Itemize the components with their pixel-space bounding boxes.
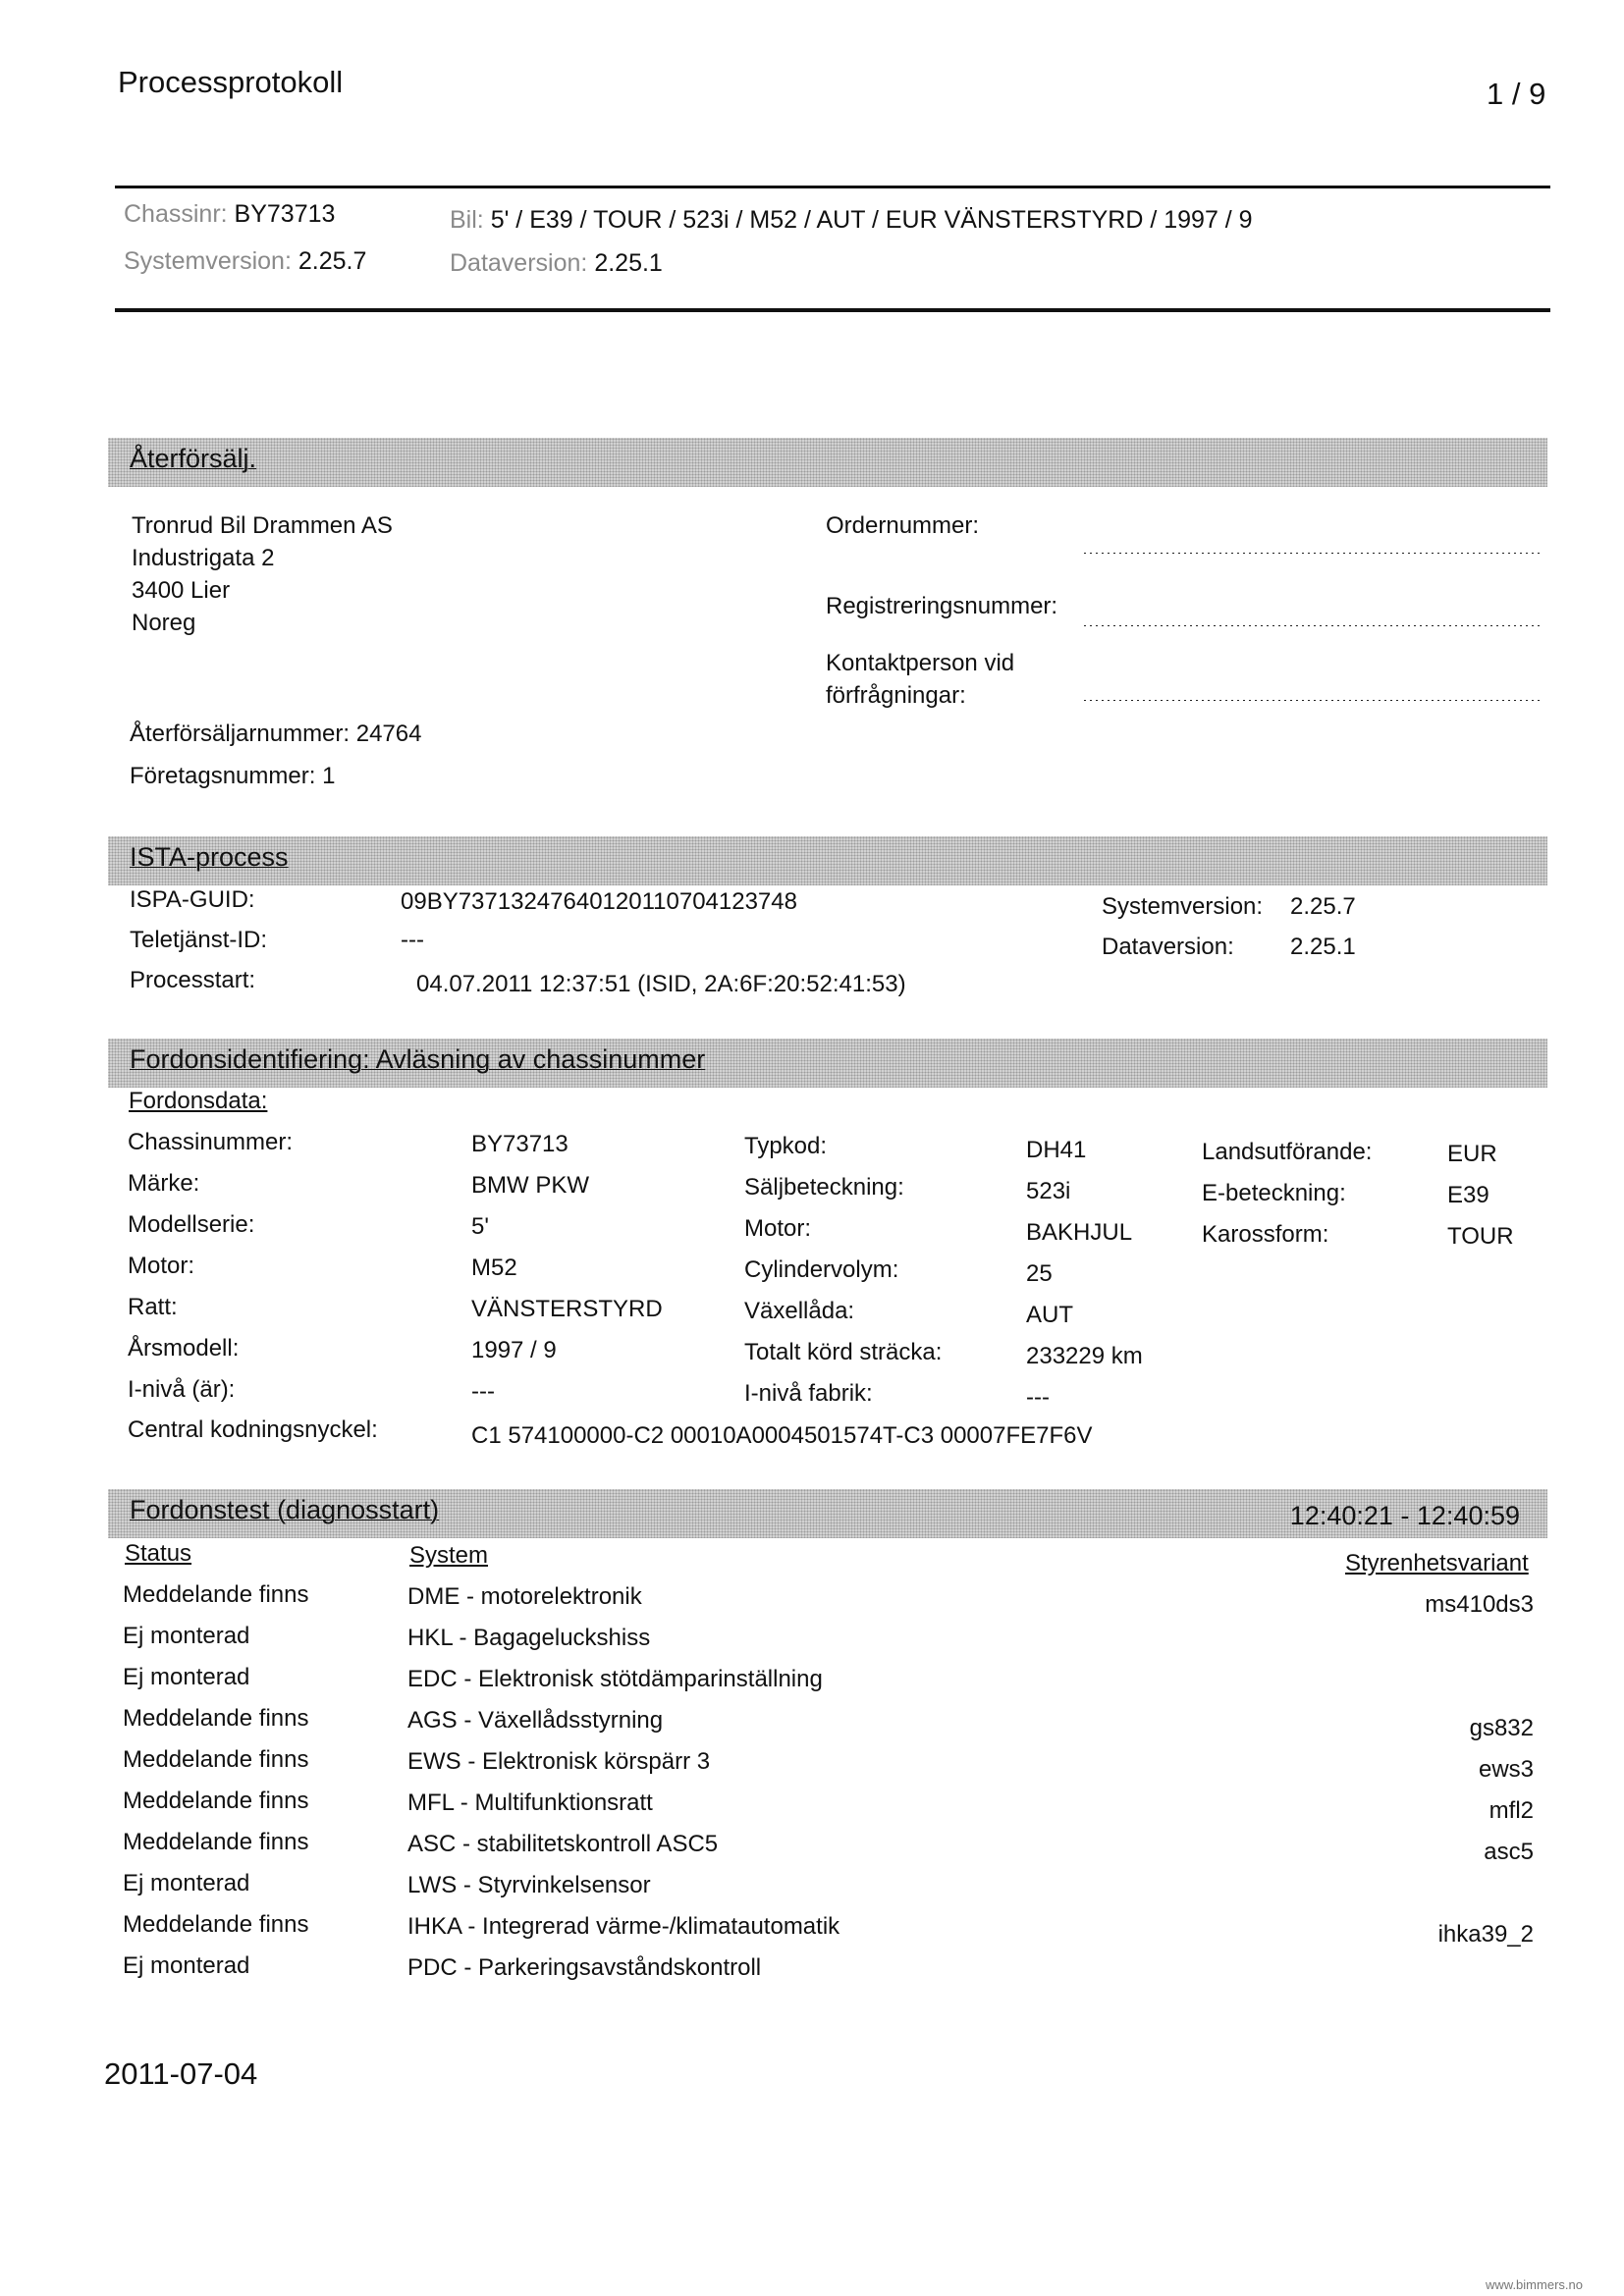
field-value: BMW PKW — [471, 1172, 589, 1199]
dealer-city: 3400 Lier — [132, 577, 231, 604]
watermark: www.bimmers.no — [1486, 2277, 1583, 2292]
field-label: Årsmodell: — [128, 1335, 240, 1362]
bil-line — [450, 206, 1253, 235]
status-cell: Meddelande finns — [123, 1911, 309, 1938]
company-number: Företagsnummer: 1 — [130, 763, 336, 789]
contact-person-label-2: förfrågningar: — [826, 682, 966, 709]
field-value: BY73713 — [471, 1131, 568, 1157]
field-value: 233229 km — [1026, 1343, 1143, 1369]
variant-cell: ihka39_2 — [1437, 1921, 1534, 1948]
field-label: Modellserie: — [128, 1211, 255, 1238]
system-cell: ASC - stabilitetskontroll ASC5 — [407, 1831, 719, 1857]
status-cell: Ej monterad — [123, 1623, 250, 1649]
vehicle-section-heading: Fordonsidentifiering: Avläsning av chassinummer — [130, 1044, 706, 1074]
field-value: TOUR — [1447, 1223, 1514, 1250]
page-number: 1 / 9 — [1487, 77, 1546, 111]
field-label: Cylindervolym: — [744, 1256, 899, 1283]
status-cell: Meddelande finns — [123, 1705, 309, 1732]
field-label: Landsutförande: — [1202, 1139, 1373, 1165]
status-cell: Ej monterad — [123, 1664, 250, 1690]
ista-dataversion-value: 2.25.1 — [1290, 934, 1356, 960]
column-header-system: System — [409, 1542, 489, 1569]
system-cell: EDC - Elektronisk stötdämparinställning — [407, 1666, 823, 1692]
system-cell: MFL - Multifunktionsratt — [407, 1789, 653, 1816]
status-cell: Meddelande finns — [123, 1829, 309, 1855]
field-label: Märke: — [128, 1170, 200, 1197]
system-cell: EWS - Elektronisk körspärr 3 — [407, 1748, 711, 1775]
field-value: VÄNSTERSTYRD — [471, 1296, 663, 1322]
dealer-country: Noreg — [132, 610, 196, 636]
bil-label: Bil: — [450, 206, 484, 234]
system-cell: PDC - Parkeringsavståndskontroll — [407, 1954, 762, 1981]
variant-cell: gs832 — [1469, 1715, 1534, 1741]
field-label: Karossform: — [1202, 1221, 1329, 1248]
registration-number-field — [1082, 624, 1543, 627]
systemversion-line — [124, 247, 366, 276]
ispa-guid-label: ISPA-GUID: — [130, 886, 255, 913]
field-value: 1997 / 9 — [471, 1337, 557, 1363]
processtart-value: 04.07.2011 12:37:51 (ISID, 2A:6F:20:52:41:53) — [416, 971, 906, 997]
registration-number-label: Registreringsnummer: — [826, 593, 1058, 619]
ista-systemversion-value: 2.25.7 — [1290, 893, 1356, 920]
dealer-section-band — [108, 438, 1547, 487]
chassinr-line — [124, 200, 335, 229]
header-rule-bottom — [115, 308, 1550, 312]
field-label: Ratt: — [128, 1294, 178, 1320]
field-value: E39 — [1447, 1182, 1489, 1208]
order-number-label: Ordernummer: — [826, 512, 980, 539]
field-label: I-nivå fabrik: — [744, 1380, 873, 1407]
test-section-heading: Fordonstest (diagnosstart) — [130, 1495, 440, 1524]
status-cell: Meddelande finns — [123, 1788, 309, 1814]
contact-person-field — [1082, 699, 1543, 702]
teletjanst-label: Teletjänst-ID: — [130, 927, 268, 953]
dataversion-line — [450, 249, 663, 278]
field-label: Chassinummer: — [128, 1129, 294, 1155]
variant-cell: ews3 — [1478, 1756, 1534, 1783]
test-time-range: 12:40:21 - 12:40:59 — [1289, 1501, 1520, 1530]
page-title: Processprotokoll — [118, 65, 344, 99]
field-label: Totalt körd sträcka: — [744, 1339, 943, 1365]
vehicle-section-band — [108, 1039, 1547, 1088]
coding-key-label: Central kodningsnyckel: — [128, 1416, 378, 1443]
field-value: --- — [1026, 1384, 1050, 1411]
systemversion-label: Systemversion: — [124, 247, 292, 275]
ispa-guid-value: 09BY73713247640120110704123748 — [401, 888, 797, 915]
teletjanst-value: --- — [401, 927, 424, 953]
field-value: M52 — [471, 1255, 517, 1281]
column-header-variant: Styrenhetsvariant — [1345, 1550, 1529, 1576]
field-label: Motor: — [128, 1253, 195, 1279]
variant-cell: ms410ds3 — [1425, 1591, 1534, 1618]
coding-key-value: C1 574100000-C2 00010A0004501574T-C3 00007FE7F6V — [471, 1422, 1093, 1449]
ista-section-heading: ISTA-process — [130, 842, 289, 872]
system-cell: AGS - Växellådsstyrning — [407, 1707, 664, 1734]
field-label: E-beteckning: — [1202, 1180, 1346, 1206]
system-cell: LWS - Styrvinkelsensor — [407, 1872, 651, 1898]
field-value: BAKHJUL — [1026, 1219, 1133, 1246]
field-value: --- — [471, 1378, 495, 1405]
ista-systemversion-label: Systemversion: — [1102, 893, 1264, 920]
variant-cell: asc5 — [1484, 1839, 1534, 1865]
dealer-street: Industrigata 2 — [132, 545, 275, 571]
field-label: Säljbeteckning: — [744, 1174, 904, 1201]
field-value: 523i — [1026, 1178, 1071, 1204]
dealer-name: Tronrud Bil Drammen AS — [132, 512, 393, 539]
field-label: Motor: — [744, 1215, 812, 1242]
vehicle-data-subheading: Fordonsdata: — [129, 1088, 268, 1114]
status-cell: Ej monterad — [123, 1870, 250, 1896]
ista-dataversion-label: Dataversion: — [1102, 934, 1234, 960]
bil-value: 5' / E39 / TOUR / 523i / M52 / AUT / EUR VÄNSTERSTYRD / 1997 / 9 — [490, 206, 1253, 234]
variant-cell: mfl2 — [1489, 1797, 1534, 1824]
field-label: Växellåda: — [744, 1298, 855, 1324]
system-cell: DME - motorelektronik — [407, 1583, 642, 1610]
status-cell: Meddelande finns — [123, 1746, 309, 1773]
order-number-field — [1082, 552, 1543, 555]
field-value: 5' — [471, 1213, 489, 1240]
field-value: DH41 — [1026, 1137, 1087, 1163]
dealer-section-heading: Återförsälj. — [130, 444, 257, 473]
field-value: 25 — [1026, 1260, 1053, 1287]
field-label: I-nivå (är): — [128, 1376, 236, 1403]
test-section-band — [108, 1489, 1547, 1538]
dataversion-label: Dataversion: — [450, 249, 588, 277]
systemversion-value: 2.25.7 — [298, 247, 367, 275]
column-header-status: Status — [125, 1540, 192, 1567]
system-cell: IHKA - Integrerad värme-/klimatautomatik — [407, 1913, 840, 1940]
system-cell: HKL - Bagageluckshiss — [407, 1625, 651, 1651]
field-value: EUR — [1447, 1141, 1497, 1167]
field-value: AUT — [1026, 1302, 1073, 1328]
dealer-number: Återförsäljarnummer: 24764 — [130, 721, 422, 747]
dataversion-value: 2.25.1 — [594, 249, 663, 277]
status-cell: Ej monterad — [123, 1952, 250, 1979]
field-label: Typkod: — [744, 1133, 828, 1159]
print-date: 2011-07-04 — [104, 2056, 258, 2091]
header-rule-top — [115, 186, 1550, 188]
status-cell: Meddelande finns — [123, 1581, 309, 1608]
ista-section-band — [108, 836, 1547, 885]
chassinr-label: Chassinr: — [124, 200, 228, 228]
contact-person-label-1: Kontaktperson vid — [826, 650, 1015, 676]
processtart-label: Processtart: — [130, 967, 256, 993]
chassinr-value: BY73713 — [234, 200, 336, 228]
